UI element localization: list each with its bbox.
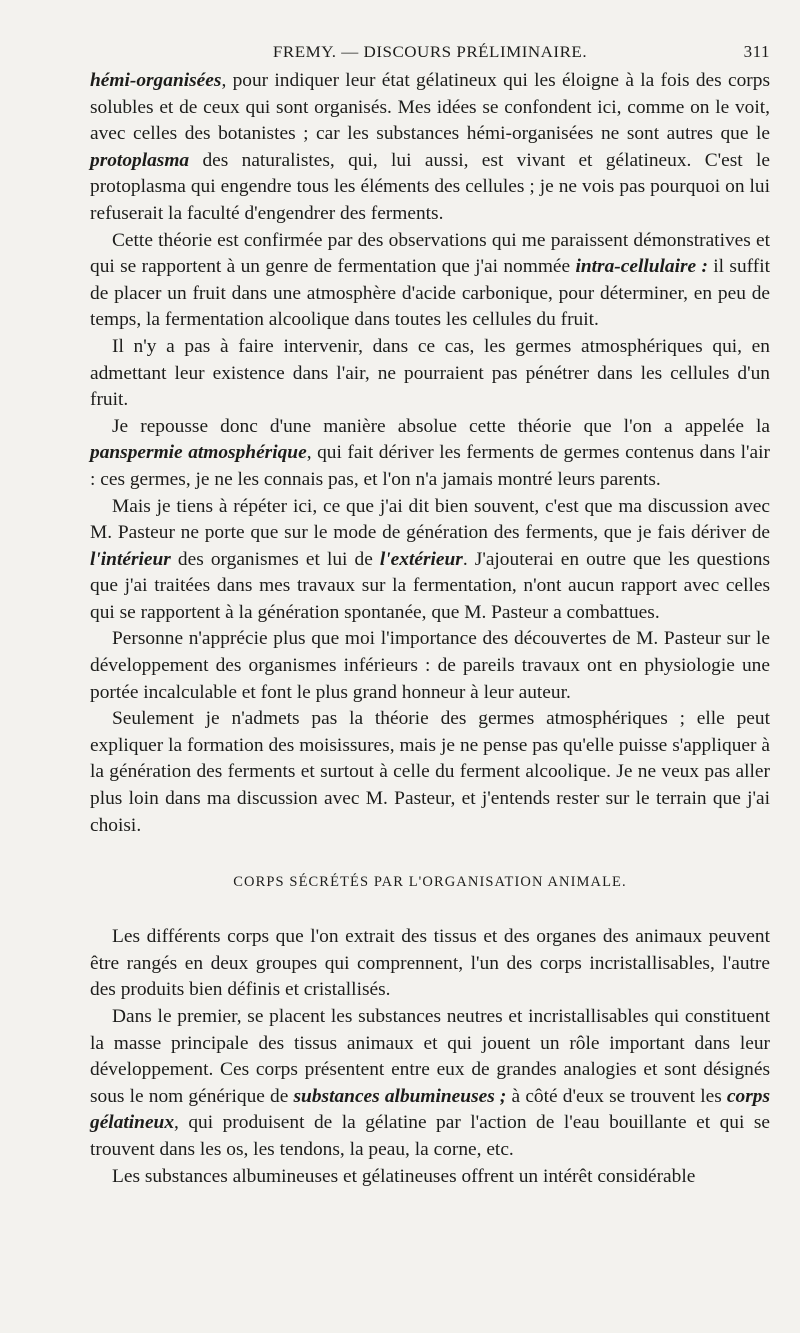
running-head [90,42,770,68]
paragraph-6: Personne n'apprécie plus que moi l'importance des découvertes de M. Pasteur sur le développement des organismes inférieurs : de pareils travaux ont en physiologie une portée incalculable et font le plus grand honneur à leur auteur. [90,628,770,703]
paragraph-7: Seulement je n'admets pas la théorie des germes atmosphériques ; elle peut expliquer la formation des moisissures, mais je ne pense pas qu'elle puisse s'appliquer à la génération des ferments et surtout à celle du ferment alcoolique. Je ne veux pas aller plus loin dans ma discussion avec M. Pasteur, et j'entends rester sur le terrain que j'ai choisi. [90,708,770,836]
section-heading: CORPS SÉCRÉTÉS PAR L'ORGANISATION ANIMALE. [233,874,627,891]
paragraph-3: Il n'y a pas à faire intervenir, dans ce cas, les germes atmosphériques qui, en admettant leur existence dans l'air, ne pourraient pas pénétrer dans les cellules d'un fruit. [90,335,770,411]
italic-term-exterieur: l'extérieur [379,548,463,570]
italic-term-substances-albumineuses: substances albumineuses ; [293,1085,507,1107]
italic-term-protoplasma: protoplasma [90,149,190,171]
italic-term-interieur: l'intérieur [90,548,171,570]
paragraph-4: Je repousse donc d'une manière absolue cette théorie que l'on a appelée la panspermie atmosphérique, qui fait dériver les ferments de germes contenus dans l'air : ces germes, je ne les connais pas, et l'on n'a jamais montré leurs parents. [90,415,770,490]
paragraph-8: Les différents corps que l'on extrait des tissus et des organes des animaux peuvent être rangés en deux groupes qui comprennent, l'un des corps incristallisables, l'autre des produits bien définis et cristallisés. [90,926,770,1001]
page-number: 311 [743,42,770,61]
italic-term-panspermie: panspermie atmosphérique [90,442,307,464]
italic-term-intra-cellulaire: intra-cellulaire : [575,256,708,278]
italic-term-corps-gelatineux: corps gélatineux [90,1085,770,1134]
paragraph-10: Les substances albumineuses et gélatineuses offrent un intérêt considérable [112,1165,696,1187]
paragraph-2: Cette théorie est confirmée par des observations qui me paraissent démonstratives et qui se rapportent à un genre de fermentation que j'ai nommée intra-cellulaire : il suffit de placer un fruit dans une atmosphère d'acide carbonique, pour déterminer, en peu de temps, la fermentation alcoolique dans toutes les cellules du fruit. [90,229,770,331]
running-title: FREMY. — DISCOURS PRÉLIMINAIRE. [272,42,588,61]
paragraph-9: Dans le premier, se placent les substances neutres et incristallisables qui constituent la masse principale des tissus animaux et qui jouent un rôle important dans leur développement. Ces corps présentent entre eux de grandes analogies et sont désignés sous le nom générique de substances albumineuses ; à côté d'eux se trouvent les corps gélatineux, qui produisent de la gélatine par l'action de l'eau bouillante et qui se trouvent dans les os, les tendons, la peau, la corne, etc. [90,1006,770,1160]
paragraph-5: Mais je tiens à répéter ici, ce que j'ai dit bien souvent, c'est que ma discussion avec M. Pasteur ne porte que sur le mode de génération des ferments, que je fais dériver de l'intérieur des organismes et lui de l'extérieur. J'ajouterai en outre que les questions que j'ai traitées dans mes travaux sur la fermentation, n'ont aucun rapport avec celles qui se rapportent à la génération spontanée, que M. Pasteur a combattues. [90,495,770,623]
italic-term-hemi-organisees: hémi-organisées [90,70,222,91]
paragraph-1: hémi-organisées, pour indiquer leur état gélatineux qui les éloigne à la fois des corps solubles et de ceux qui sont organisés. Mes idées se confondent ici, comme on le voit, avec celles des botanistes ; car les substances hémi-organisées ne sont autres que le protoplasma des naturalistes, qui, lui aussi, est vivant et gélatineux. C'est le protoplasma qui engendre tous les éléments des cellules ; je ne vois pas pourquoi on lui refuserait la faculté d'engendrer des ferments. [90,70,770,224]
body-text [90,68,770,1190]
